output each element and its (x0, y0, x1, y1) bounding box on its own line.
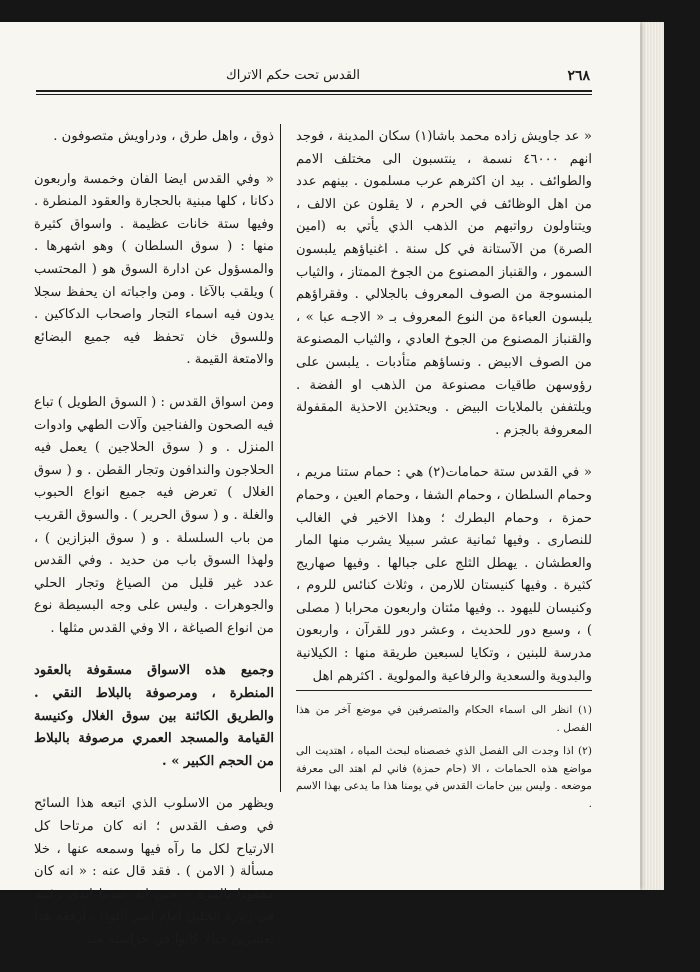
right-column (296, 126, 592, 708)
page-header (38, 68, 590, 88)
left-paragraph: « وفي القدس ايضا الفان وخمسة واربعون دكانا ، كلها مبنية بالحجارة والعقود المنطرة . وفيها ستة خانات عظيمة . واسواق كثيرة منها : ( سوق السلطان ) وهو اشهرها . والمسؤول عن ادارة السوق هو ( المحتسب ) ويلقب بالآغا . ومن واجباته ان يحفظ سجلا يدون فيه اسماء التجار واصحاب الدكاكين . وللسوق خان تحفظ فيه جميع البضائع والامتعة القيمة . (34, 171, 274, 368)
left-paragraph-bold: وجميع هذه الاسواق مسقوفة بالعقود المنطرة ، ومرصوفة بالبلاط النقي . والطريق الكائنة بين سوق الغلال وكنيسة القيامة والمسجد العمري مرصوفة بالبلاط من الحجم الكبير » . (34, 663, 274, 769)
footnote: (٢) اذا وجدت الى الفصل الذي خصصناه لبحث المياه ، اهتديت الى مواضع هذه الحمامات ، الا (حام حمزة) فاني لم اهتد الى معرفة موضعه . وليس بين حامات القدس في يومنا هذا ما يدعى بهذا الاسم . (296, 745, 592, 810)
right-paragraph: « في القدس ستة حمامات(٢) هي : حمام ستنا مريم ، وحمام السلطان ، وحمام الشفا ، وحمام العين ، وحمام حمزة ، وحمام البطرك ؛ وهذا الاخير في الغالب للنصارى . وفيها ثمانية عشر سبيلا يشرب منها المار والعطشان . يهطل الثلج على جبالها . وفيها صهاريج كثيرة . وفيها كنيستان للارمن ، وثلاث كنائس للروم ، وكنيسان لليهود .. وفيها مئتان واربعون محرابا ( مصلى ) ، وسبع دور للحديث ، وعشر دور للقرآن ، واربعون مدرسة للبنين ، وتكايا لسبعين طريقة منها : الكيلانية والبدوية والسعدية والرفاعية والمولوية . اكثرهم اهل (296, 465, 592, 684)
left-paragraph: ويظهر من الاسلوب الذي اتبعه هذا السائح في وصف القدس ؛ انه كان مرتاحا كل الارتياح لكل ما رآه فيها وسمعه عنها ، خلا مسألة ( الامن ) . فقد قال عنه : « انه كان مفقودا بالمرة » حتى انه عندما ابدى رغبته في زيارة الخليل امام امير اللواء ، ارفقه هذا بعشرين خيالا كانوا في حراسته منذ (34, 796, 274, 947)
footnotes (296, 702, 592, 820)
left-paragraph: ذوق ، واهل طرق ، ودراويش متصوفون . (53, 129, 274, 144)
left-paragraph: ومن اسواق القدس : ( السوق الطويل ) تباع فيه الصحون والفناجين وآلات الطهي وادوات المنزل . و ( سوق الحلاجين ) يعمل فيه الحلاجون والندافون وتجار القطن . و ( سوق الغلال ) تعرض فيه جميع انواع الحبوب والغلة . و ( سوق الحرير ) . والسوق القريب من باب السلسلة . و ( سوق البزازين ) ، ولهذا السوق باب من حديد . وفي القدس عدد غير قليل من الصياغ وتجار الحلي والجوهرات . وليس على وجه البسيطة نوع من انواع الصياغة ، الا وفي القدس مثلها . (34, 394, 274, 636)
column-divider (280, 124, 281, 792)
page-number: ٢٦٨ (567, 68, 590, 84)
footnote-rule (296, 690, 592, 691)
left-column (34, 126, 274, 972)
header-rule-thin (36, 94, 592, 95)
header-rule-thick (36, 90, 592, 92)
right-paragraph: « عد جاويش زاده محمد باشا(١) سكان المدينة ، فوجد انهم ٤٦٠٠٠ نسمة ، ينتسبون الى مختلف الامم والطوائف . بيد ان اكثرهم عرب مسلمون . بينهم عدد من اهل الوظائف في الحرم ، لا يقلون عن الالف ، ويتناولون رواتبهم من الذهب الذي يأتي به (امين الصرة) من الآستانة في كل سنة . اغنياؤهم يلبسون السمور ، والقنباز المصنوع من الجوخ الممتاز ، والثياب المنسوجة من الصوف المعروف بالجلالي . وفقراؤهم يلبسون العباءة من النوع المعروف بـ « الاجـه عبا » ، والقنباز المصنوع من الجوخ العادي ، والثياب المصنوعة من الصوف الابيض . ونساؤهم متأدبات . يلبسن على رؤوسهن طاقيات مصنوعة من الذهب او الفضة . ويلتففن بالملايات البيض . ويحتذين الاحذية المقفولة المعروفة بالجزم . (296, 129, 593, 438)
footnote: (١) انظر الى اسماء الحكام والمتصرفين في موضع آخر من هذا الفصل . (296, 704, 592, 734)
running-title: القدس تحت حكم الاتراك (226, 68, 361, 83)
